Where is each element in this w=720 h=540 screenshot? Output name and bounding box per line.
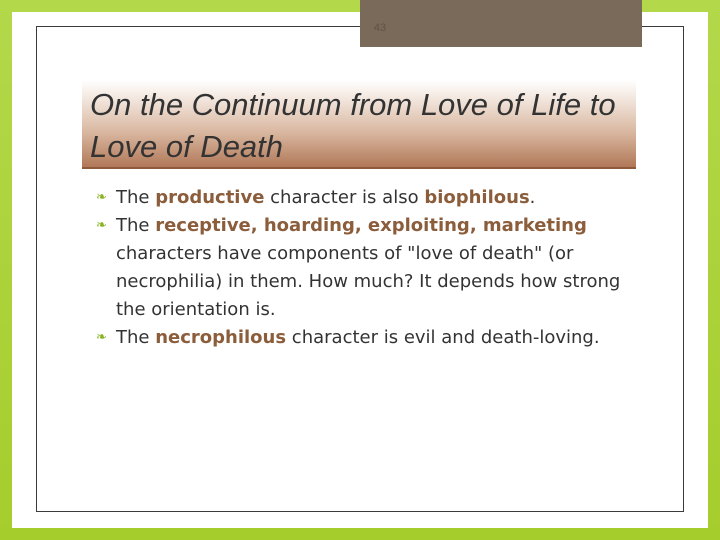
bullet-text: character is evil and death-loving. [286, 327, 600, 348]
slide-number: 43 [373, 22, 387, 34]
bullet-productive [96, 184, 636, 212]
leaf-icon: ❧ [96, 330, 107, 345]
leaf-icon: ❧ [96, 190, 107, 205]
bullet-text: characters have components of "love of death" (or necrophilia) in them. How much? It depends how strong the orientation is. [116, 243, 621, 320]
highlight-term: productive [155, 187, 265, 208]
bullet-text: The [116, 187, 156, 208]
bullet-list [96, 184, 636, 352]
bullet-nonproductive [96, 212, 636, 324]
leaf-icon: ❧ [96, 218, 107, 233]
slide-number-tab [360, 0, 642, 47]
highlight-term: necrophilous [155, 327, 287, 348]
bullet-text: . [529, 187, 536, 208]
slide-title: On the Continuum from Love of Life to Love of Death [90, 87, 616, 164]
bullet-text: The [116, 327, 156, 348]
bullet-text: The [116, 215, 156, 236]
highlight-term: receptive, hoarding, exploiting, marketing [155, 215, 587, 236]
highlight-term: biophilous [424, 187, 530, 208]
bullet-necrophilous [96, 324, 636, 352]
bullet-text: character is also [264, 187, 425, 208]
